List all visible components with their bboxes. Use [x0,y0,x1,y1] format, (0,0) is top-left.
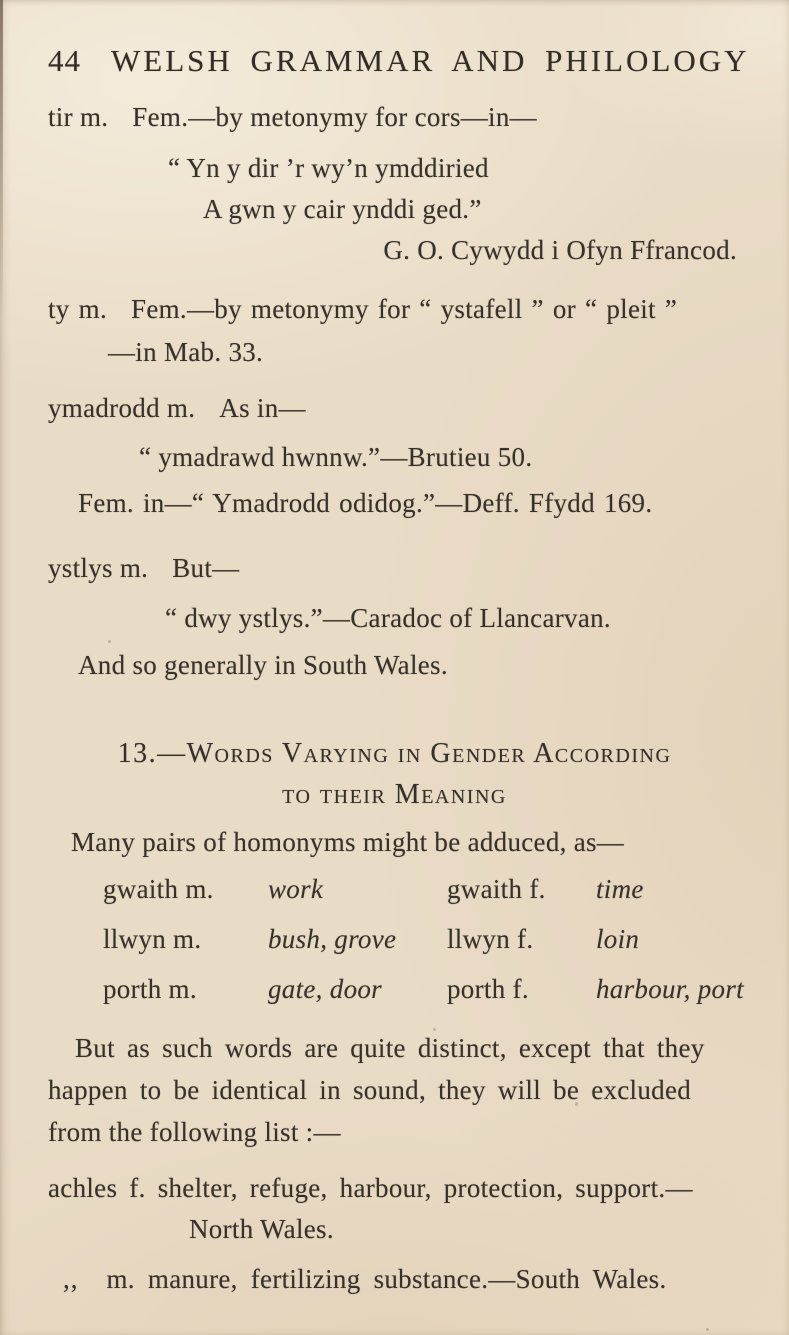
homonym-meaning-masc: bush, grove [268,924,397,954]
entry-ty [48,293,677,325]
scan-speck [108,640,111,643]
entry-ystlys-text: But— [172,553,240,583]
homonym-word-fem: porth f. [447,974,529,1004]
entry-ystlys-note: And so generally in South Wales. [78,650,448,680]
section-heading-line-2: to their Meaning [282,779,507,810]
homonym-word-masc: porth m. [103,974,197,1004]
entry-ymadrodd-quote: “ ymadrawd hwnnw.”—Brutieu 50. [139,442,533,472]
scan-speck [706,1328,709,1331]
homonym-word-fem: gwaith f. [447,874,546,904]
list-entry-achles-masc [63,1263,667,1295]
entry-ymadrodd-text: As in— [219,393,306,423]
section-heading-line-1: 13.—Words Varying in Gender According [117,738,672,769]
homonym-meaning-fem: loin [596,924,640,954]
list-entry-achles-fem: achles f. shelter, refuge, harbour, protection, support.— [48,1173,693,1203]
running-title: WELSH GRAMMAR AND PHILOLOGY [111,43,750,78]
homonym-meaning-masc: gate, door [268,974,382,1004]
exclusion-paragraph-line-3: from the following list :— [48,1117,341,1147]
entry-tir [48,101,537,133]
ditto-mark: ,, [63,1264,79,1294]
entry-ymadrodd-fem-note: Fem. in—“ Ymadrodd odidog.”—Deff. Ffydd 169. [78,488,653,518]
entry-tir-verse-line-2: A gwn y cair ynddi ged.” [203,194,482,224]
homonym-meaning-masc: work [268,874,324,904]
list-entry-achles-fem-continuation: North Wales. [189,1214,334,1244]
entry-tir-verse-line-1: “ Yn y dir ’r wy’n ymddiried [168,153,489,183]
page-header [48,42,749,79]
entry-ymadrodd [48,392,306,424]
homonym-meaning-fem: harbour, port [596,974,744,1004]
homonym-word-fem: llwyn f. [447,924,534,954]
section-intro: Many pairs of homonyms might be adduced, as— [71,827,625,857]
homonym-word-masc: llwyn m. [103,924,202,954]
entry-ty-headword: ty m. [48,294,108,324]
exclusion-paragraph-line-2: happen to be identical in sound, they will be excluded [48,1075,692,1105]
entry-tir-text: Fem.—by metonymy for cors—in— [132,102,537,132]
scan-speck [433,1028,436,1031]
homonym-meaning-fem: time [596,874,644,904]
entry-ystlys [48,552,239,584]
entry-tir-attribution: G. O. Cywydd i Ofyn Ffrancod. [383,235,737,265]
entry-ystlys-quote: “ dwy ystlys.”—Caradoc of Llancarvan. [165,603,611,633]
page-number: 44 [48,43,81,78]
entry-ty-text: Fem.—by metonymy for “ ystafell ” or “ pleit ” [131,294,678,324]
entry-ystlys-headword: ystlys m. [48,553,149,583]
entry-ty-continuation: —in Mab. 33. [108,337,264,367]
entry-tir-headword: tir m. [48,102,109,132]
homonym-word-masc: gwaith m. [103,874,214,904]
list-entry-achles-masc-text: m. manure, fertilizing substance.—South Wales. [106,1264,667,1294]
exclusion-paragraph-line-1: But as such words are quite distinct, except that they [75,1033,705,1063]
entry-ymadrodd-headword: ymadrodd m. [48,393,196,423]
